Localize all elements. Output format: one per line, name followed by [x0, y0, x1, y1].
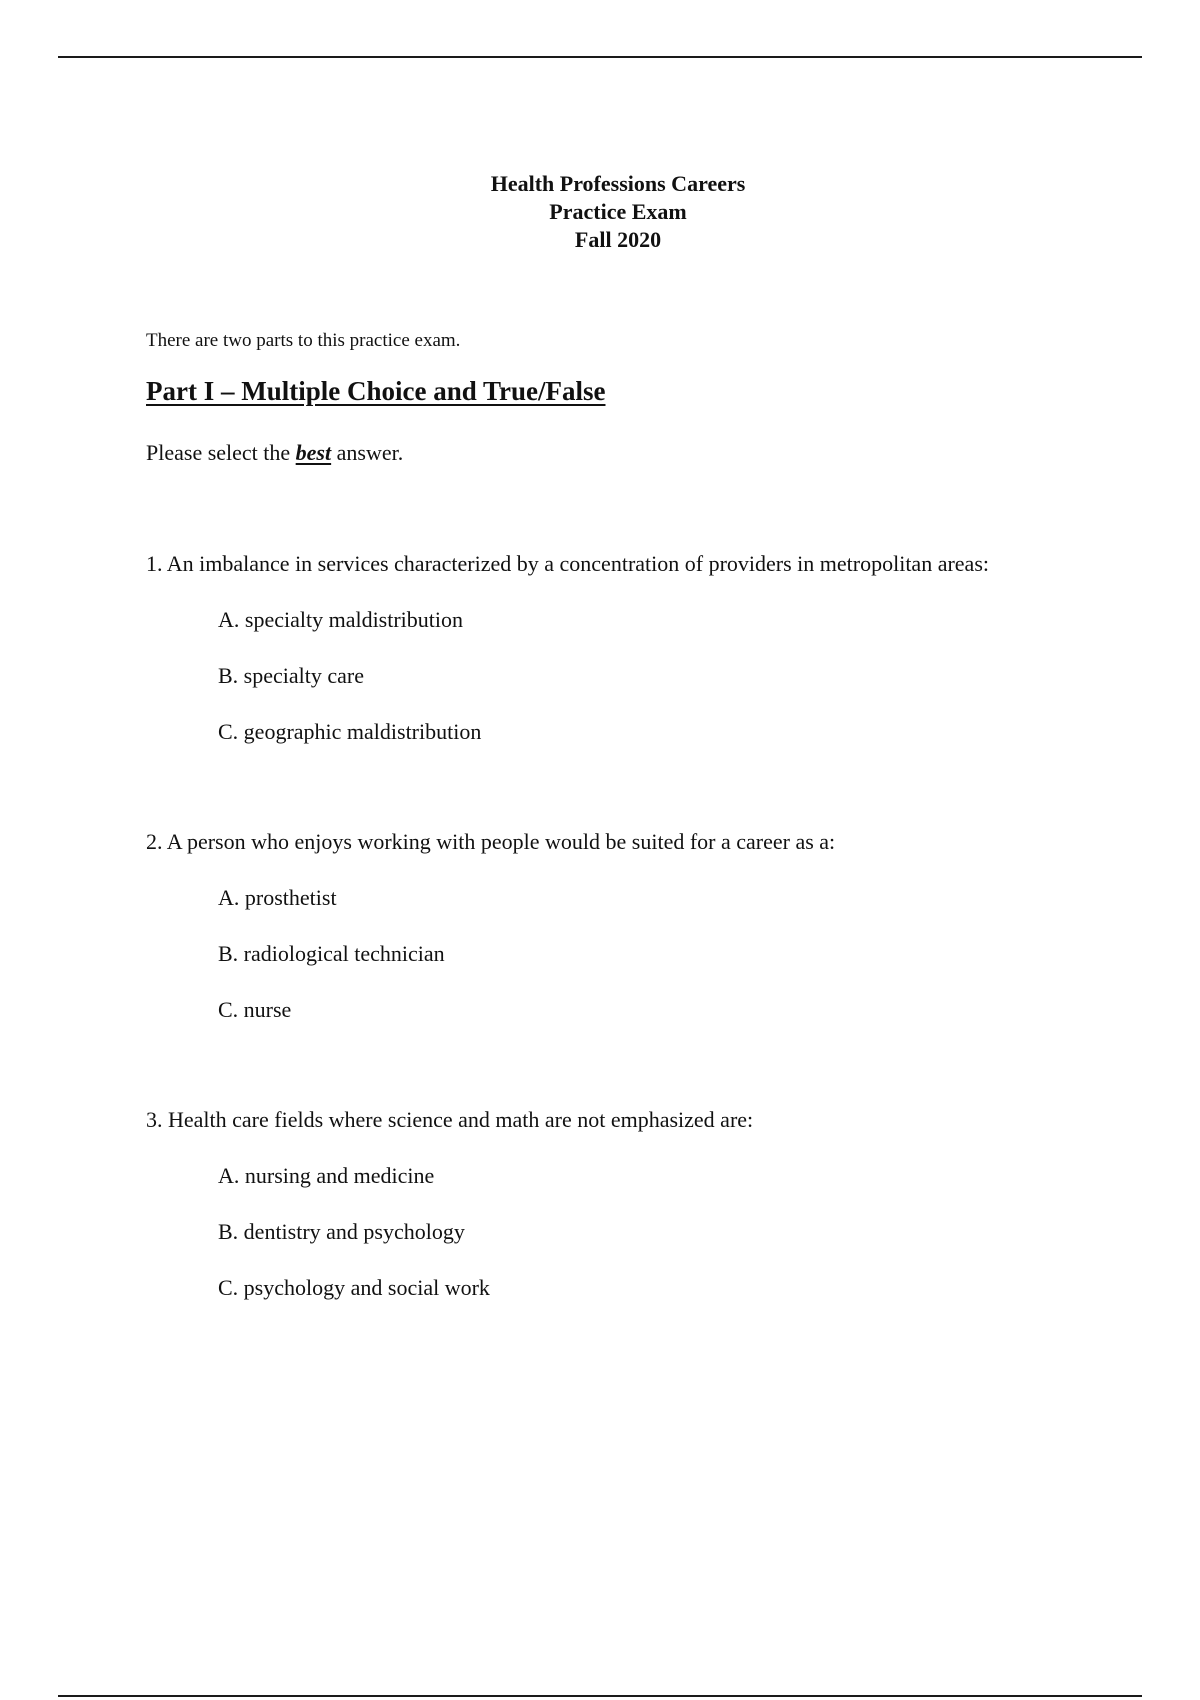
question-2 — [146, 828, 1146, 1024]
title-line-course: Health Professions Careers — [490, 171, 746, 196]
document-title — [0, 170, 1200, 254]
title-line-exam: Practice Exam — [549, 199, 687, 224]
part-heading: Part I – Multiple Choice and True/False — [146, 376, 606, 406]
answer-option-b[interactable]: B. radiological technician — [218, 941, 445, 966]
answer-option-b[interactable]: B. specialty care — [218, 663, 364, 688]
instruction-text — [146, 440, 403, 466]
bottom-divider — [58, 1695, 1142, 1697]
question-1 — [146, 550, 1146, 746]
instruction-prefix: Please select the — [146, 440, 296, 465]
answer-option-c[interactable]: C. geographic maldistribution — [218, 719, 482, 744]
answer-option-a[interactable]: A. specialty maldistribution — [218, 607, 464, 632]
answer-options — [146, 884, 1146, 1024]
answer-option-c[interactable]: C. nurse — [218, 997, 292, 1022]
instruction-suffix: answer. — [331, 440, 404, 465]
question-stem: 2. A person who enjoys working with people would be suited for a career as a: — [146, 829, 836, 854]
question-3 — [146, 1106, 1146, 1302]
answer-option-a[interactable]: A. nursing and medicine — [218, 1163, 435, 1188]
answer-option-b[interactable]: B. dentistry and psychology — [218, 1219, 465, 1244]
instruction-emphasis: best — [295, 440, 332, 465]
answer-options — [146, 606, 1146, 746]
answer-option-a[interactable]: A. prosthetist — [218, 885, 337, 910]
intro-text: There are two parts to this practice exam. — [146, 330, 461, 351]
top-divider — [58, 56, 1142, 58]
question-stem: 3. Health care fields where science and math are not emphasized are: — [146, 1107, 754, 1132]
title-line-term: Fall 2020 — [574, 227, 662, 252]
question-stem: 1. An imbalance in services characterized by a concentration of providers in metropolitan areas: — [146, 551, 989, 576]
answer-option-c[interactable]: C. psychology and social work — [218, 1275, 490, 1300]
answer-options — [146, 1162, 1146, 1302]
